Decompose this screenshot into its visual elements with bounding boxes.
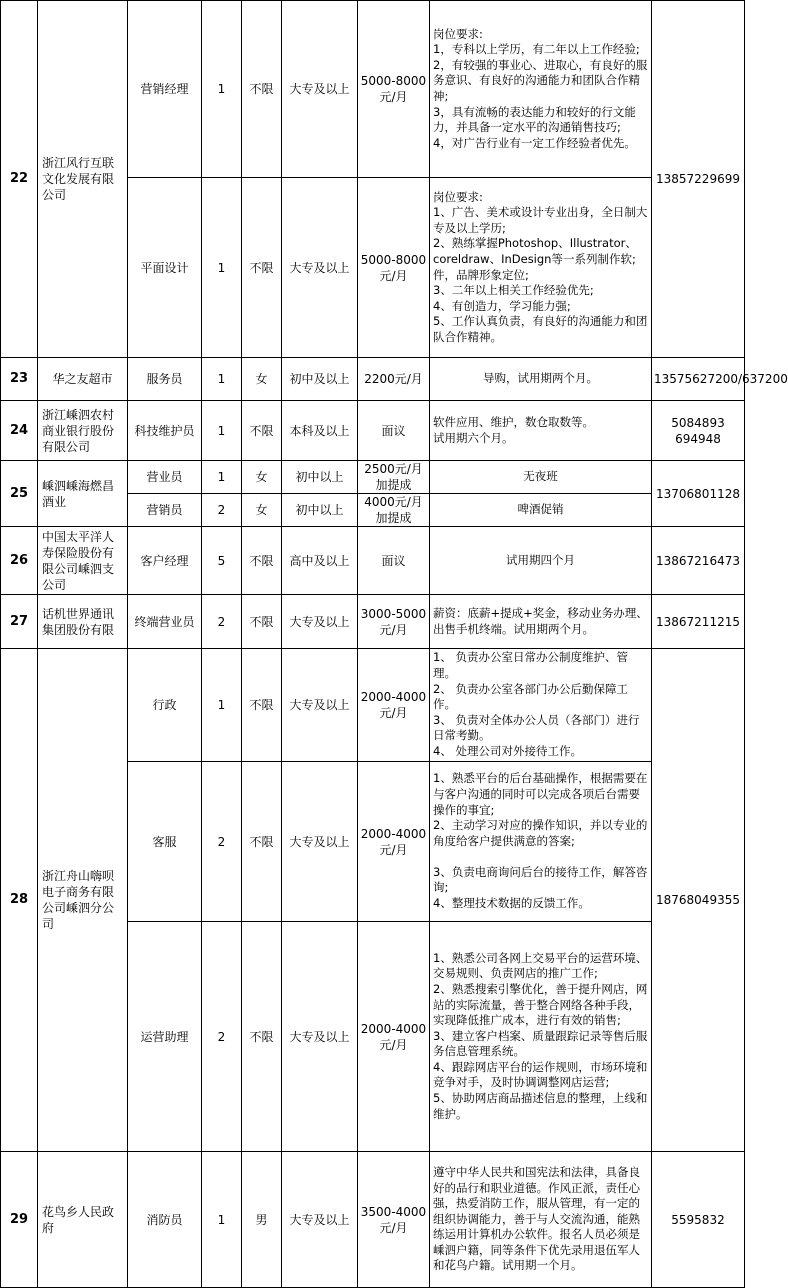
company-name: 浙江舟山嗨呗电子商务有限公司嵊泗分公司 <box>38 649 128 1152</box>
row-number: 25 <box>1 461 38 527</box>
contact-phone: 13867216473 <box>652 527 745 595</box>
requirements: 1、熟悉平台的后台基础操作，根据需要在与客户沟通的同时可以完成各项后台需要操作的事宜; 2、主动学习对应的操作知识，并以专业的角度给客户提供满意的答案; 3、负责电商询问后台的接待工作，解答咨询; 4、整理技术数据的反馈工作。 <box>430 762 652 922</box>
row-number: 27 <box>1 595 38 649</box>
salary: 2500元/月加提成 <box>358 461 430 494</box>
table-row <box>1 595 745 649</box>
headcount: 1 <box>202 178 242 358</box>
requirements: 岗位要求: 1，专科以上学历，有二年以上工作经验; 2，有较强的事业心、进取心，有良好的服务意识、有良好的沟通能力和团队合作精神; 3，具有流畅的表达能力和较好的行文能力，并具备一定水平的沟通销售技巧; 4，对广告行业有一定工作经验者优先。 <box>430 1 652 178</box>
contact-phone: 13575627200/637200 <box>652 358 745 401</box>
headcount: 1 <box>202 461 242 494</box>
requirements: 岗位要求: 1、广告、美术或设计专业出身，全日制大专及以上学历; 2、熟练掌握Photoshop、Illustrator、coreldraw、InDesign等一系列制作软;件，品牌形象定位; 3、二年以上相关工作经验优先; 4、有创造力，学习能力强; 5、工作认真负责，有良好的沟通能力和团队合作精神。 <box>430 178 652 358</box>
salary: 面议 <box>358 401 430 461</box>
position: 运营助理 <box>128 922 202 1152</box>
contact-phone: 5084893 694948 <box>652 401 745 461</box>
row-number: 28 <box>1 649 38 1152</box>
requirements: 软件应用、维护，数仓取数等。 试用期六个月。 <box>430 401 652 461</box>
company-name: 嵊泗嵊海燃昌酒业 <box>38 461 128 527</box>
requirements: 试用期四个月 <box>430 527 652 595</box>
contact-phone: 13857229699 <box>652 1 745 358</box>
education: 初中以上 <box>282 461 358 494</box>
headcount: 1 <box>202 1152 242 1288</box>
company-name: 华之友超市 <box>38 358 128 401</box>
position: 消防员 <box>128 1152 202 1288</box>
requirements: 1、 负责办公室日常办公制度维护、管理。 2、 负责办公室各部门办公后勤保障工作。 3、 负责对全体办公人员（各部门）进行日常考勤。 4、 处理公司对外接待工作。 <box>430 649 652 762</box>
salary: 2200元/月 <box>358 358 430 401</box>
education: 大专及以上 <box>282 595 358 649</box>
requirements: 1、熟悉公司各网上交易平台的运营环境、交易规则、负责网店的推广工作; 2、熟悉搜索引擎优化，善于提升网店，网站的实际流量，善于整合网络各种手段，实现降低推广成本，进行有效的销售; 3、建立客户档案、质量跟踪记录等售后服务信息管理系统。 4、跟踪网店平台的运作规则，市场环境和竞争对手，及时协调调整网店运营; 5、协助网店商品描述信息的整理，上线和维护。 <box>430 922 652 1152</box>
education: 大专及以上 <box>282 922 358 1152</box>
position: 营业员 <box>128 461 202 494</box>
salary: 3500-4000元/月 <box>358 1152 430 1288</box>
contact-phone: 5595832 <box>652 1152 745 1288</box>
gender: 不限 <box>242 649 282 762</box>
salary: 面议 <box>358 527 430 595</box>
position: 服务员 <box>128 358 202 401</box>
requirements: 导购，试用期两个月。 <box>430 358 652 401</box>
company-name: 花鸟乡人民政府 <box>38 1152 128 1288</box>
headcount: 2 <box>202 762 242 922</box>
headcount: 1 <box>202 1 242 178</box>
position: 营销经理 <box>128 1 202 178</box>
table-row <box>1 401 745 461</box>
position: 行政 <box>128 649 202 762</box>
contact-phone: 13706801128 <box>652 461 745 527</box>
contact-phone: 18768049355 <box>652 649 745 1152</box>
requirements: 啤酒促销 <box>430 494 652 527</box>
education: 初中以上 <box>282 494 358 527</box>
table-row <box>1 649 745 762</box>
position: 平面设计 <box>128 178 202 358</box>
row-number: 26 <box>1 527 38 595</box>
salary: 5000-8000元/月 <box>358 1 430 178</box>
education: 大专及以上 <box>282 1152 358 1288</box>
contact-phone: 13867211215 <box>652 595 745 649</box>
gender: 不限 <box>242 401 282 461</box>
position: 营销员 <box>128 494 202 527</box>
salary: 4000元/月加提成 <box>358 494 430 527</box>
headcount: 1 <box>202 401 242 461</box>
table-row <box>1 461 745 494</box>
company-name: 中国太平洋人寿保险股份有限公司嵊泗支公司 <box>38 527 128 595</box>
table-row <box>1 1 745 178</box>
education: 本科及以上 <box>282 401 358 461</box>
requirements: 无夜班 <box>430 461 652 494</box>
gender: 女 <box>242 358 282 401</box>
table-row <box>1 527 745 595</box>
education: 初中及以上 <box>282 358 358 401</box>
position: 客服 <box>128 762 202 922</box>
headcount: 1 <box>202 649 242 762</box>
gender: 不限 <box>242 762 282 922</box>
gender: 不限 <box>242 1 282 178</box>
education: 大专及以上 <box>282 762 358 922</box>
headcount: 2 <box>202 922 242 1152</box>
education: 大专及以上 <box>282 178 358 358</box>
gender: 不限 <box>242 527 282 595</box>
gender: 男 <box>242 1152 282 1288</box>
salary: 5000-8000元/月 <box>358 178 430 358</box>
row-number: 29 <box>1 1152 38 1288</box>
salary: 2000-4000元/月 <box>358 649 430 762</box>
salary: 2000-4000元/月 <box>358 762 430 922</box>
gender: 女 <box>242 461 282 494</box>
gender: 不限 <box>242 595 282 649</box>
gender: 女 <box>242 494 282 527</box>
row-number: 23 <box>1 358 38 401</box>
table-row <box>1 1152 745 1288</box>
company-name: 浙江风行互联文化发展有限公司 <box>38 1 128 358</box>
education: 高中及以上 <box>282 527 358 595</box>
requirements: 薪资：底薪+提成+奖金，移动业务办理、出售手机终端。试用期两个月。 <box>430 595 652 649</box>
headcount: 2 <box>202 494 242 527</box>
company-name: 话机世界通讯集团股份有限 <box>38 595 128 649</box>
gender: 不限 <box>242 922 282 1152</box>
position: 终端营业员 <box>128 595 202 649</box>
row-number: 24 <box>1 401 38 461</box>
education: 大专及以上 <box>282 1 358 178</box>
gender: 不限 <box>242 178 282 358</box>
headcount: 1 <box>202 358 242 401</box>
company-name: 浙江嵊泗农村商业银行股份有限公司 <box>38 401 128 461</box>
education: 大专及以上 <box>282 649 358 762</box>
salary: 3000-5000元/月 <box>358 595 430 649</box>
position: 客户经理 <box>128 527 202 595</box>
salary: 2000-4000元/月 <box>358 922 430 1152</box>
table-row <box>1 358 745 401</box>
headcount: 2 <box>202 595 242 649</box>
headcount: 5 <box>202 527 242 595</box>
position: 科技维护员 <box>128 401 202 461</box>
requirements: 遵守中华人民共和国宪法和法律，具备良好的品行和职业道德。作风正派，责任心强，热爱消防工作，服从管理，有一定的组织协调能力，善于与人交流沟通，能熟练运用计算机办公软件。报名人员必须是嵊泗户籍，同等条件下优先录用退伍军人和花鸟户籍。试用期一个月。 <box>430 1152 652 1288</box>
row-number: 22 <box>1 1 38 358</box>
